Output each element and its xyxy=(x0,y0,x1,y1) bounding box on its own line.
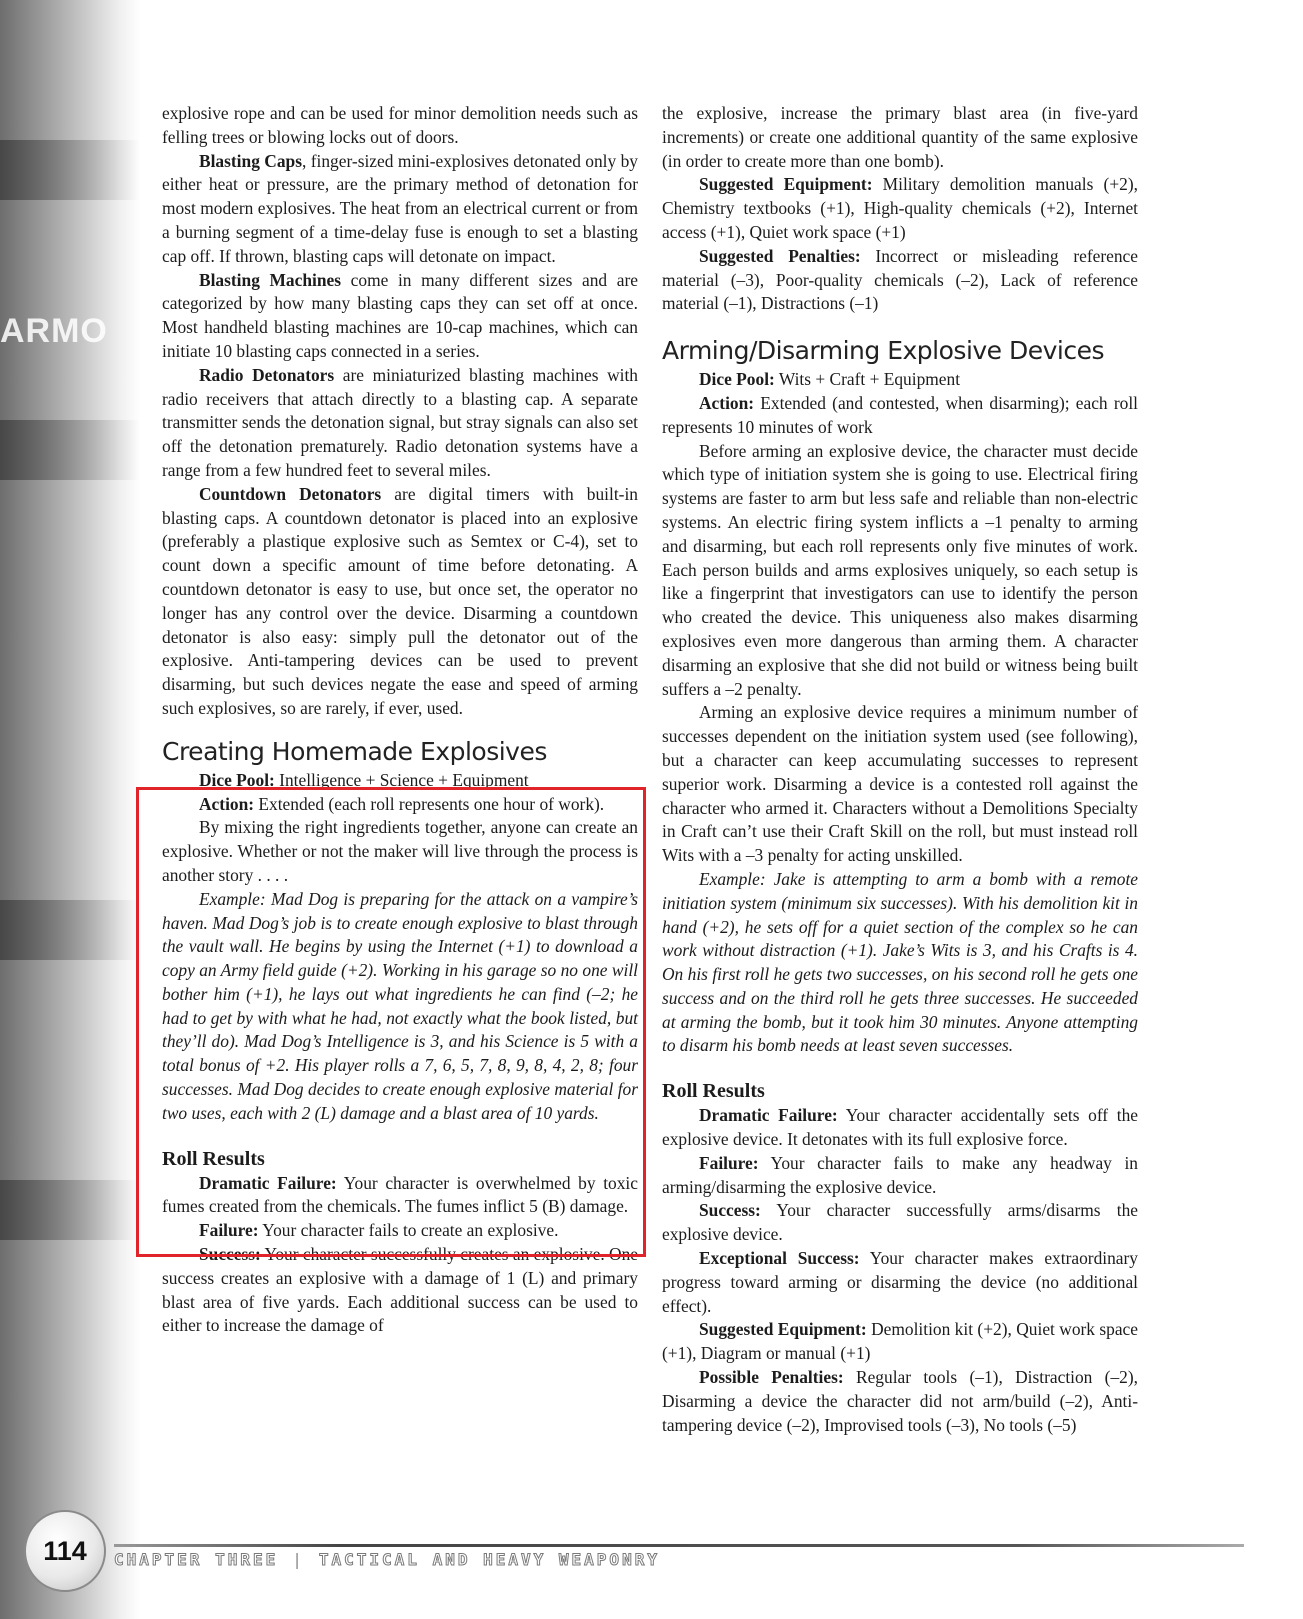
term: Radio Detonators xyxy=(199,364,335,385)
right-column xyxy=(662,102,1138,1437)
term: Countdown Detonators xyxy=(199,483,382,504)
page-number: 114 xyxy=(24,1510,106,1592)
paragraph: Radio Detonators are miniaturized blasting machines with radio receivers that attach directly to a blasting cap. A separate transmitter sends the detonation signal, but stray signals can also set off the detonation prematurely. Radio detonation systems have a range from a few hundred feet to several miles. xyxy=(162,364,638,480)
side-art-streak xyxy=(0,1180,140,1240)
dice-pool-line: Dice Pool: Wits + Craft + Equipment xyxy=(699,369,961,390)
section-heading: Arming/Disarming Explosive Devices xyxy=(662,336,1105,366)
success-line: Success: Your character successfully arms/disarms the explosive device. xyxy=(662,1200,1138,1245)
dramatic-failure-line: Dramatic Failure: Your character is overwhelmed by toxic fumes created from the chemicals. The fumes inflict 5 (B) damage. xyxy=(162,1172,638,1217)
paragraph: Blasting Machines come in many different sizes and are categorized by how many blasting caps they can set off at once. Most handheld blasting machines are 10-cap machines, which can initiate 10 blasting caps connected in a series. xyxy=(162,269,638,361)
term: Blasting Machines xyxy=(199,269,342,290)
failure-line: Failure: Your character fails to create an explosive. xyxy=(199,1220,559,1241)
side-art-streak xyxy=(0,420,140,480)
paragraph: explosive rope and can be used for minor demolition needs such as felling trees or blowing locks out of doors. xyxy=(162,103,638,147)
footer-rule xyxy=(114,1544,1244,1547)
failure-line: Failure: Your character fails to make any headway in arming/disarming the explosive device. xyxy=(662,1152,1138,1197)
roll-results-heading: Roll Results xyxy=(162,1147,265,1170)
suggested-penalties-line: Suggested Penalties: Incorrect or misleading reference material (–3), Poor-quality chemicals (–2), Lack of reference material (–1), Distractions (–1) xyxy=(662,245,1138,314)
chapter-title: TACTICAL AND HEAVY WEAPONRY xyxy=(318,1550,660,1569)
paragraph: Blasting Caps, finger-sized mini-explosives detonated only by either heat or pressure, are the primary method of detonation for most modern explosives. The heat from an electrical current or from a burning segment of a time-delay fuse is enough to set a blasting cap off. If thrown, blasting caps will detonate on impact. xyxy=(162,150,638,266)
example-paragraph: Example: Jake is attempting to arm a bomb with a remote initiation system (minimum six successes). With his demolition kit in hand (+2), he sets off for a quiet section of the complex so he can work without distraction (+1). Jake’s Wits is 3, and his Crafts is 4. On his first roll he gets two successes, on his second roll he gets one success and on the third roll he gets three successes. He succeeded at arming the bomb, but it took him 30 minutes. Anyone attempting to disarm his bomb needs at least seven successes. xyxy=(662,868,1138,1056)
roll-results-heading: Roll Results xyxy=(662,1080,765,1103)
side-art-streak xyxy=(0,140,140,200)
action-line: Action: Extended (and contested, when disarming); each roll represents 10 minutes of work xyxy=(662,392,1138,437)
paragraph: Countdown Detonators are digital timers with built-in blasting caps. A countdown detonator is placed into an explosive (preferably a plastique explosive such as Semtex or C-4), set to count down a specific amount of time before detonating. A countdown detonator is easy to use, but once set, the operator no longer has any control over the device. Disarming a countdown detonator is also easy: simply pull the detonator out of the explosive. Anti-tampering devices can be used to prevent disarming, but such devices negate the ease and speed of arming such explosives, so are rarely, if ever, used. xyxy=(162,483,638,718)
paragraph: Arming an explosive device requires a minimum number of successes dependent on the initiation system used (see following), but a character can keep accumulating successes to represent superior work. Disarming a device is a contested roll against the character who armed it. Characters without a Demolitions Specialty in Craft can’t use their Craft Skill on the roll, but must instead roll Wits with a –3 penalty for acting unskilled. xyxy=(662,702,1138,866)
dice-pool-line: Dice Pool: Intelligence + Science + Equipment xyxy=(199,769,529,790)
side-art-streak xyxy=(0,900,140,960)
running-footer xyxy=(114,1550,660,1569)
section-heading: Creating Homemade Explosives xyxy=(162,736,547,766)
left-column xyxy=(162,102,638,1338)
exceptional-success-line: Exceptional Success: Your character makes extraordinary progress toward arming or disarming the device (no additional effect). xyxy=(662,1248,1138,1316)
paragraph: By mixing the right ingredients together, anyone can create an explosive. Whether or not the maker will live through the process is another story . . . . xyxy=(162,817,638,885)
example-paragraph: Example: Mad Dog is preparing for the attack on a vampire’s haven. Mad Dog’s job is to create enough explosive to blast through the vault wall. He begins by using the Internet (+1) to download a copy an Army field guide (+2). Working in his garage so no one will bother him (+1), he lays out what ingredients he can find (–2; he had to get by with what he had, not exactly what the book listed, but they’ll do). Mad Dog’s Intelligence is 3, and his Science is 5 with a total bonus of +2. His player rolls a 7, 6, 5, 7, 8, 9, 8, 4, 2, 8; four successes. Mad Dog decides to create enough explosive material for two uses, each with 2 (L) damage and a blast area of 10 yards. xyxy=(162,888,638,1123)
possible-penalties-line: Possible Penalties: Regular tools (–1), Distraction (–2), Disarming a device the character did not arm/build (–2), Anti-tampering device (–2), Improvised tools (–3), No tools (–5) xyxy=(662,1367,1139,1435)
side-art-illustration xyxy=(0,0,140,1619)
action-line: Action: Extended (each roll represents one hour of work). xyxy=(199,793,605,814)
suggested-equipment-line: Suggested Equipment: Demolition kit (+2), Quiet work space (+1), Diagram or manual (+1) xyxy=(662,1319,1138,1364)
paragraph: Before arming an explosive device, the character must decide which type of initiation system she is going to use. Electrical firing systems are faster to arm but less safe and reliable than non-electric systems. An electric firing system inflicts a –1 penalty to arming and disarming, but each roll represents only five minutes of work. Each person builds and arms explosives uniquely, so each setup is like a fingerprint that investigators can use to identify the person who created the device. This uniqueness also makes disarming explosives even more dangerous than arming them. A character disarming an explosive that she did not build or witness being built suffers a –2 penalty. xyxy=(662,440,1138,699)
suggested-equipment-line: Suggested Equipment: Military demolition manuals (+2), Chemistry textbooks (+1), High-quality chemicals (+2), Internet access (+1), Quiet work space (+1) xyxy=(662,174,1138,242)
paragraph: the explosive, increase the primary blast area (in five-yard increments) or create one additional quantity of the same explosive (in order to create more than one bomb). xyxy=(662,103,1138,171)
side-art-lettering: ARMO xyxy=(0,312,108,350)
term: Blasting Caps xyxy=(199,150,302,171)
success-line: Success: Your character successfully creates an explosive. One success creates an explosive with a damage of 1 (L) and primary blast area of five yards. Each additional success can be used to either to increase the damage of xyxy=(162,1244,638,1336)
chapter-label: CHAPTER THREE xyxy=(114,1550,279,1569)
footer-separator: | xyxy=(292,1550,305,1569)
dramatic-failure-line: Dramatic Failure: Your character accidentally sets off the explosive device. It detonates with its full explosive force. xyxy=(662,1105,1138,1150)
